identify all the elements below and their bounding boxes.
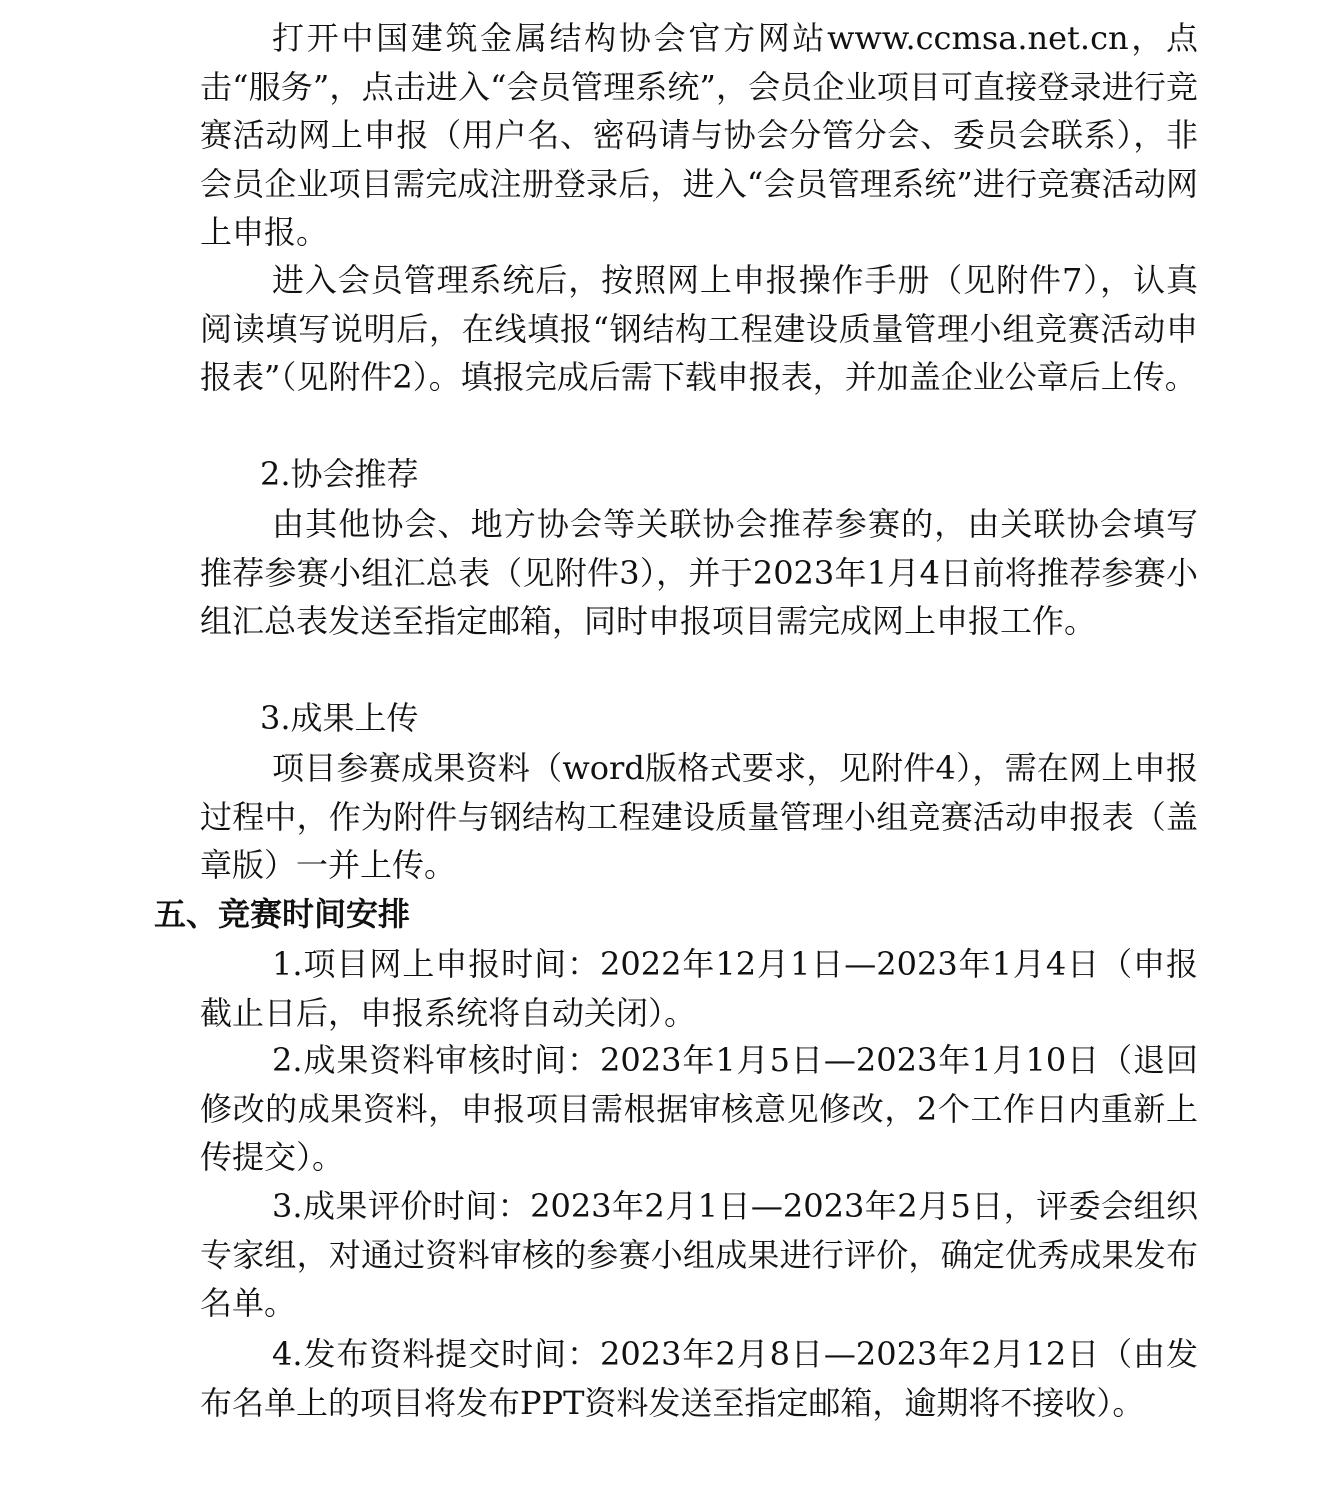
paragraph-results-upload: 项目参赛成果资料（word版格式要求，见附件4），需在网上申报过程中，作为附件与钢结构工程建设质量管理小组竞赛活动申报表（盖章版）一并上传。 (200, 749, 1198, 884)
paragraph-association-recommend: 由其他协会、地方协会等关联协会推荐参赛的，由关联协会填写推荐参赛小组汇总表（见附件3），并于2023年1月4日前将推荐参赛小组汇总表发送至指定邮箱，同时申报项目需完成网上申报工作。 (200, 505, 1198, 640)
schedule-item-evaluation: 3.成果评价时间：2023年2月1日—2023年2月5日，评委会组织专家组，对通过资料审核的参赛小组成果进行评价，确定优秀成果发布名单。 (200, 1187, 1198, 1322)
schedule-item-online-application: 1.项目网上申报时间：2022年12月1日—2023年1月4日（申报截止日后，申报系统将自动关闭）。 (200, 945, 1198, 1032)
subheading-results-upload: 3.成果上传 (260, 699, 419, 737)
schedule-item-review: 2.成果资料审核时间：2023年1月5日—2023年1月10日（退回修改的成果资料，申报项目需根据审核意见修改，2个工作日内重新上传提交）。 (200, 1041, 1198, 1176)
paragraph-website-login: 打开中国建筑金属结构协会官方网站www.ccmsa.net.cn，点击“服务”，点击进入“会员管理系统”，会员企业项目可直接登录进行竞赛活动网上申报（用户名、密码请与协会分管分会、委员会联系），非会员企业项目需完成注册登录后，进入“会员管理系统”进行竞赛活动网上申报。 (200, 19, 1198, 251)
schedule-item-submission: 4.发布资料提交时间：2023年2月8日—2023年2月12日（由发布名单上的项目将发布PPT资料发送至指定邮箱，逾期将不接收）。 (200, 1335, 1198, 1422)
paragraph-member-system: 进入会员管理系统后，按照网上申报操作手册（见附件7），认真阅读填写说明后，在线填报“钢结构工程建设质量管理小组竞赛活动申报表”（见附件2）。填报完成后需下载申报表，并加盖企业公章后上传。 (200, 261, 1198, 396)
section-heading-schedule: 五、竞赛时间安排 (154, 895, 411, 933)
subheading-association-recommend: 2.协会推荐 (260, 455, 419, 493)
